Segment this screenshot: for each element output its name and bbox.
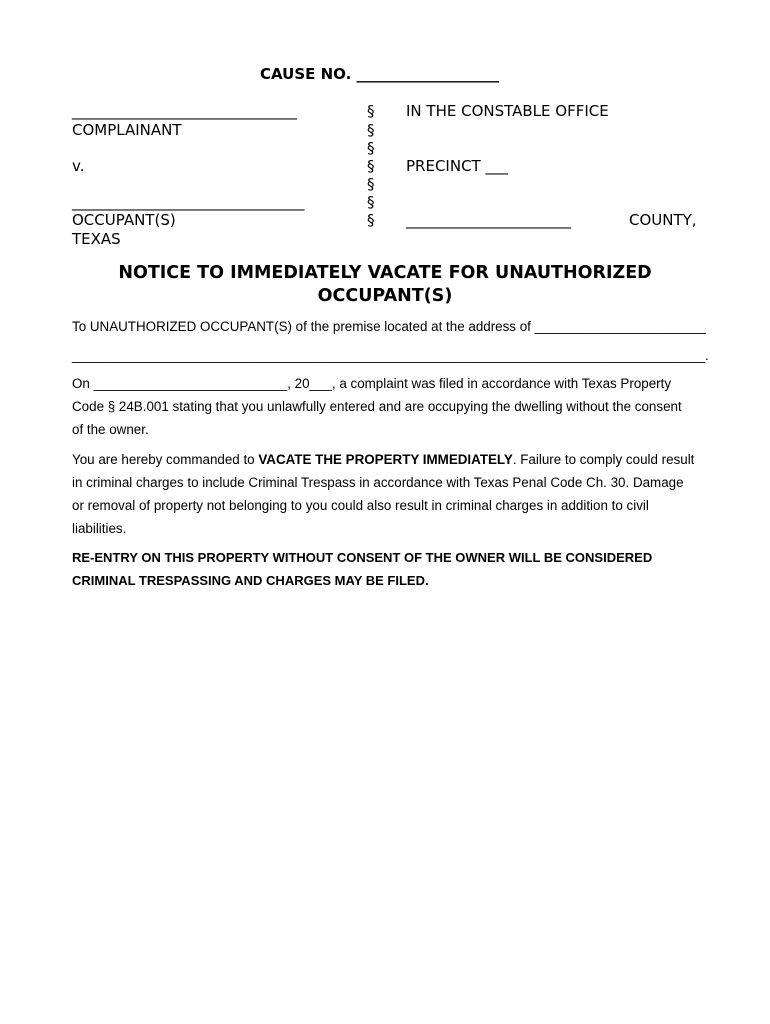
- precinct-label: PRECINCT ___: [406, 157, 508, 175]
- command-emphasis: VACATE THE PROPERTY IMMEDIATELY: [258, 452, 513, 467]
- complainant-blank: ______________________________: [72, 102, 297, 120]
- court-office-label: IN THE CONSTABLE OFFICE: [406, 102, 609, 120]
- notice-title-line-1: NOTICE TO IMMEDIATELY VACATE FOR UNAUTHORIZED: [118, 263, 652, 283]
- versus-label: v.: [72, 157, 85, 175]
- address-blank-line: _____________________________________________________________________________________.: [72, 348, 709, 363]
- command-prefix: You are hereby commanded to: [72, 452, 259, 467]
- occupant-blank: _______________________________: [72, 193, 305, 211]
- section-mark: §: [367, 211, 375, 229]
- complainant-label: COMPLAINANT: [72, 121, 182, 139]
- occupant-label: OCCUPANT(S): [72, 211, 176, 229]
- section-mark: §: [367, 121, 375, 139]
- command-paragraph: [72, 448, 696, 540]
- re-entry-warning: RE-ENTRY ON THIS PROPERTY WITHOUT CONSENT OF THE OWNER WILL BE CONSIDERED CRIMINAL TRESPASSING AND CHARGES MAY BE FILED.: [72, 550, 653, 588]
- occupant-state-label: TEXAS: [72, 230, 121, 248]
- notice-title-line-2: OCCUPANT(S): [317, 286, 453, 306]
- section-mark: §: [367, 157, 375, 175]
- command-suffix: . Failure to comply could result in criminal charges to include Criminal Trespass in accordance with Texas Penal Code Ch. 30. Damage or removal of property not belonging to you could also result in criminal charges in addition to civil liabilities.: [72, 452, 695, 536]
- complaint-paragraph: On __________________________, 20___, a complaint was filed in accordance with Texas Property Code § 24B.001 stating that you unlawfully entered and are occupying the dwelling without the consent of the owner.: [72, 376, 682, 437]
- section-mark: §: [367, 102, 375, 120]
- notice-title: [0, 262, 770, 308]
- address-intro-line: To UNAUTHORIZED OCCUPANT(S) of the premise located at the address of _______________________: [72, 319, 706, 334]
- section-mark: §: [367, 175, 375, 193]
- section-mark: §: [367, 139, 375, 157]
- county-blank: ______________________: [406, 211, 571, 229]
- county-label: COUNTY,: [629, 211, 697, 229]
- cause-number-heading: CAUSE NO. ___________________: [260, 65, 500, 83]
- address-paragraph: [72, 315, 709, 367]
- section-mark: §: [367, 193, 375, 211]
